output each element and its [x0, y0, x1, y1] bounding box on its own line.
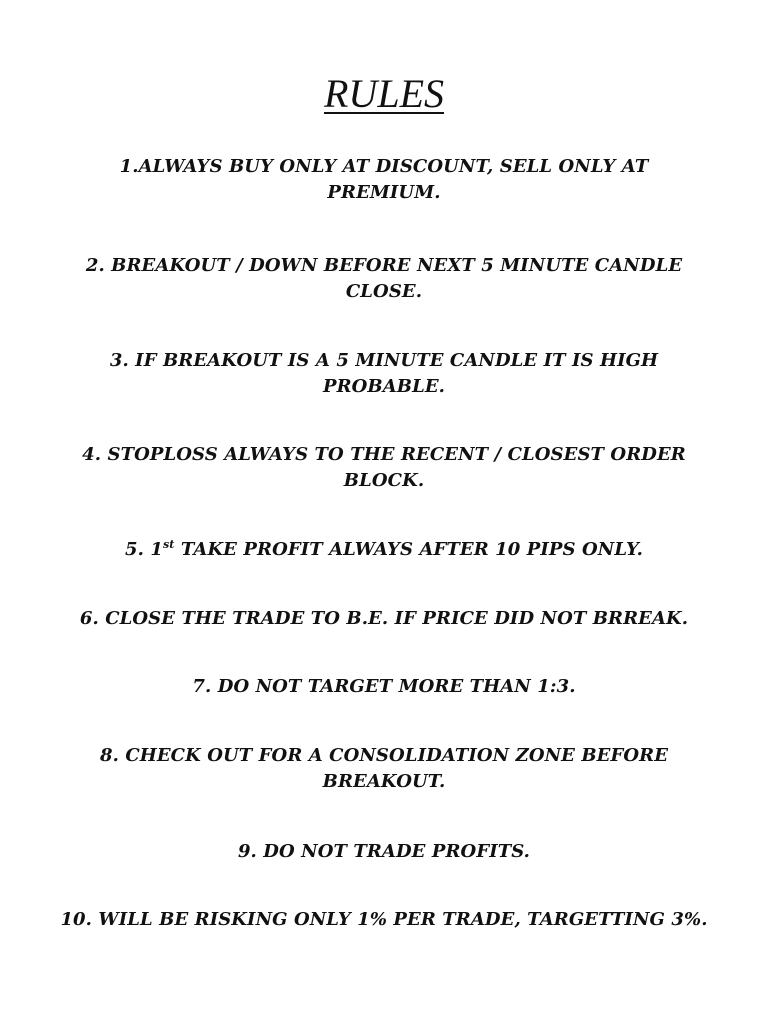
rule-4-line-2: BLOCK. — [343, 470, 425, 491]
rule-item-1 — [40, 154, 728, 206]
rule-7-line-1: 7. DO NOT TARGET MORE THAN 1:3. — [192, 676, 576, 697]
rule-item-9 — [40, 839, 728, 865]
rule-3-line-1: 3. IF BREAKOUT IS A 5 MINUTE CANDLE IT IS HIGH — [109, 350, 659, 371]
rule-5-superscript: st — [163, 538, 175, 551]
rule-item-3 — [40, 348, 728, 400]
rule-item-2 — [40, 253, 728, 305]
rule-item-6 — [40, 606, 728, 632]
rule-5-line-1 — [40, 537, 728, 563]
rule-10-line-1: 10. WILL BE RISKING ONLY 1% PER TRADE, TARGETTING 3%. — [60, 909, 708, 930]
rule-4-line-1: 4. STOPLOSS ALWAYS TO THE RECENT / CLOSEST ORDER — [82, 444, 686, 465]
rule-5-prefix: 5. 1 — [125, 539, 164, 560]
rule-9-line-1: 9. DO NOT TRADE PROFITS. — [237, 841, 531, 862]
rule-item-10 — [40, 907, 728, 933]
rule-3-line-2: PROBABLE. — [322, 376, 446, 397]
rule-8-line-2: BREAKOUT. — [322, 771, 446, 792]
rule-item-7 — [40, 674, 728, 700]
rule-item-8 — [40, 743, 728, 795]
rule-item-5 — [40, 537, 728, 563]
rule-2-line-2: CLOSE. — [345, 281, 423, 302]
rule-item-4 — [40, 442, 728, 494]
rule-1-line-2: PREMIUM. — [327, 182, 441, 203]
rule-6-line-1: 6. CLOSE THE TRADE TO B.E. IF PRICE DID NOT BRREAK. — [79, 608, 689, 629]
page-title: RULES — [324, 71, 444, 116]
rule-5-suffix: TAKE PROFIT ALWAYS AFTER 10 PIPS ONLY. — [174, 539, 643, 560]
rule-8-line-1: 8. CHECK OUT FOR A CONSOLIDATION ZONE BEFORE — [99, 745, 669, 766]
rule-2-line-1: 2. BREAKOUT / DOWN BEFORE NEXT 5 MINUTE CANDLE — [85, 255, 683, 276]
rule-1-line-1: 1.ALWAYS BUY ONLY AT DISCOUNT, SELL ONLY AT — [119, 156, 649, 177]
